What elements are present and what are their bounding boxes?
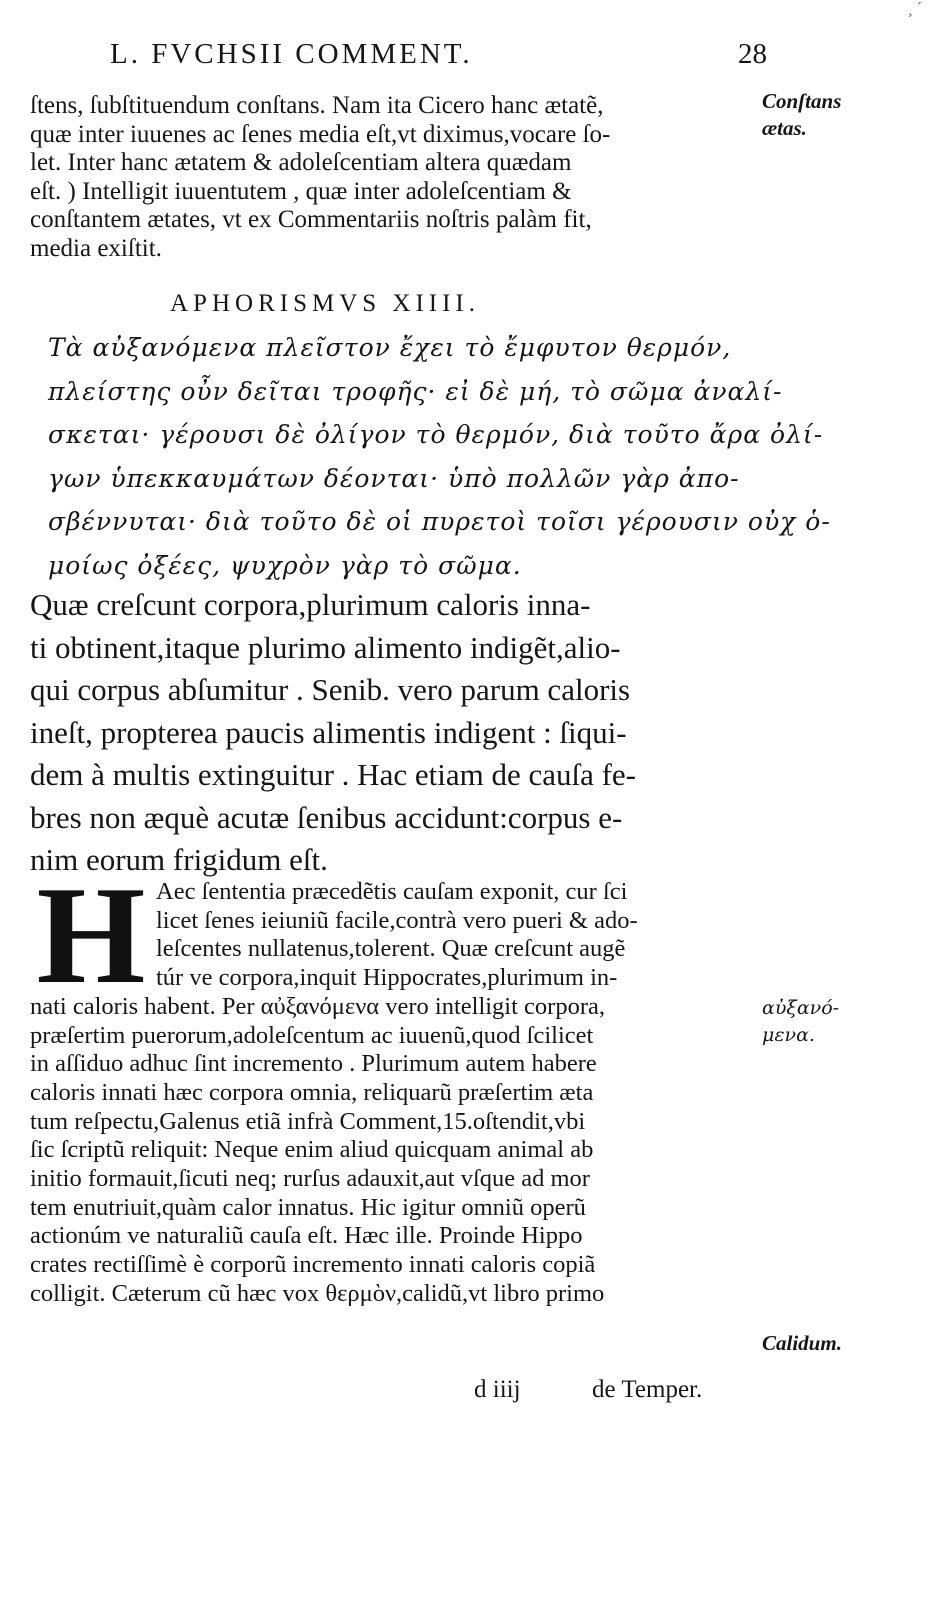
- text-line: tum reſpectu,Galenus etiã infrà Comment,15.oſtendit,vbi: [30, 1107, 586, 1135]
- latin-line: Quæ creſcunt corpora,plurimum caloris inna-: [30, 587, 591, 622]
- text-line: Aec ſententia præcedẽtis cauſam exponit, cur ſci: [156, 878, 628, 905]
- text-line: ſtens, ſubſtituendum conſtans. Nam ita Cicero hanc ætatẽ,: [30, 92, 604, 119]
- aphorism-heading: APHORISMVS XIIII.: [170, 290, 481, 317]
- text-line: actionúm ve naturaliũ cauſa eſt. Hæc ille. Proinde Hippo: [30, 1222, 583, 1250]
- margin-note-line: Calidum.: [762, 1331, 842, 1355]
- text-line: quæ inter iuuenes ac ſenes media eſt,vt diximus,vocare ſo-: [30, 120, 611, 148]
- margin-note-line: Conſtans: [762, 89, 842, 113]
- latin-line: ineſt, propterea paucis alimentis indigent : ſiqui-: [30, 714, 627, 750]
- greek-line: πλείστης οὖν δεῖται τροφῆς· εἰ δὲ μή, τὸ σῶμα ἀναλί-: [48, 376, 783, 406]
- text-line: conſtantem ætates, vt ex Commentariis noſtris palàm fit,: [30, 206, 592, 234]
- text-line: túr ve corpora,inquit Hippocrates,plurimum in-: [156, 964, 618, 992]
- greek-line: γων ὑπεκκαυμάτων δέονται· ὑπὸ πολλῶν γὰρ ἀπο-: [48, 463, 740, 493]
- text-line: eſt. ) Intelligit iuuentutem , quæ inter adoleſcentiam &: [30, 177, 572, 205]
- text-line: tem enutriuit,quàm calor innatus. Hic igitur omniũ operũ: [30, 1193, 586, 1221]
- text-line: in aſſiduo adhuc ſint incremento . Plurimum autem habere: [30, 1050, 597, 1078]
- latin-line: qui corpus abſumitur . Senib. vero parum caloris: [30, 672, 631, 707]
- greek-line: μοίως ὀξέες, ψυχρὸν γὰρ τὸ σῶμα.: [48, 550, 522, 580]
- margin-note-line: αὐξανό-: [762, 997, 840, 1019]
- signature-mark: d iiij: [474, 1376, 521, 1403]
- text-line: let. Inter hanc ætatem & adoleſcentiam altera quædam: [30, 149, 572, 177]
- text-line: caloris innati hæc corpora omnia, reliquarũ præſertim æta: [30, 1078, 594, 1106]
- drop-cap-initial: H: [36, 880, 146, 992]
- latin-line: ti obtinent,itaque plurimo alimento indigẽt,alio-: [30, 629, 621, 665]
- greek-line: Τὰ αὐξανόμενα πλεῖστον ἔχει τὸ ἔμφυτον θερμόν,: [48, 333, 732, 362]
- corner-mark: ¸ ´: [907, 0, 922, 17]
- text-line: licet ſenes ieiuniũ facile,contrà vero pueri & ado-: [156, 906, 638, 934]
- text-line: nati caloris habent. Per αὐξανόμενα vero intelligit corpora,: [30, 992, 605, 1020]
- margin-note-auxanomena: [762, 995, 922, 1049]
- latin-line: dem à multis extinguitur . Hac etiam de cauſa fe-: [30, 757, 636, 792]
- text-line: crates rectiſſimè è corporũ incremento innati caloris copiã: [30, 1251, 596, 1279]
- text-line: colligit. Cæterum cũ hæc vox θερμὸν,calidũ,vt libro primo: [30, 1279, 605, 1307]
- greek-line: σκεται· γέρουσι δὲ ὀλίγον τὸ θερμόν, διὰ τοῦτο ἄρα ὀλί-: [48, 420, 824, 449]
- margin-note-constans: [762, 88, 922, 142]
- commentary-continuation: [30, 92, 750, 264]
- running-head: L. FVCHSII COMMENT.: [110, 38, 473, 70]
- text-line: media exiſtit.: [30, 234, 162, 262]
- margin-note-calidum: [762, 1330, 922, 1357]
- latin-translation: [30, 584, 750, 882]
- text-line: initio formauit,ſicuti neq; rurſus adauxit,aut vſque ad mor: [30, 1165, 590, 1193]
- greek-line: σβέννυται· διὰ τοῦτο δὲ οἱ πυρετοὶ τοῖσι γέρουσιν οὐχ ὁ-: [48, 507, 831, 536]
- margin-note-line: μενα.: [762, 1024, 815, 1046]
- latin-line: nim eorum frigidum eſt.: [30, 842, 328, 877]
- text-line: leſcentes nullatenus,tolerent. Quæ creſcunt augẽ: [156, 935, 626, 963]
- commentary-main: [30, 878, 750, 1309]
- page-number: 28: [738, 38, 767, 70]
- text-line: præſertim puerorum,adoleſcentum ac iuuenũ,quod ſcilicet: [30, 1021, 594, 1049]
- latin-line: bres non æquè acutæ ſenibus accidunt:corpus e-: [30, 799, 623, 835]
- greek-aphorism: [48, 326, 831, 587]
- margin-note-line: ætas.: [762, 116, 807, 140]
- text-line: ſic ſcriptũ reliquit: Neque enim aliud quicquam animal ab: [30, 1136, 594, 1164]
- catchword: de Temper.: [592, 1376, 703, 1403]
